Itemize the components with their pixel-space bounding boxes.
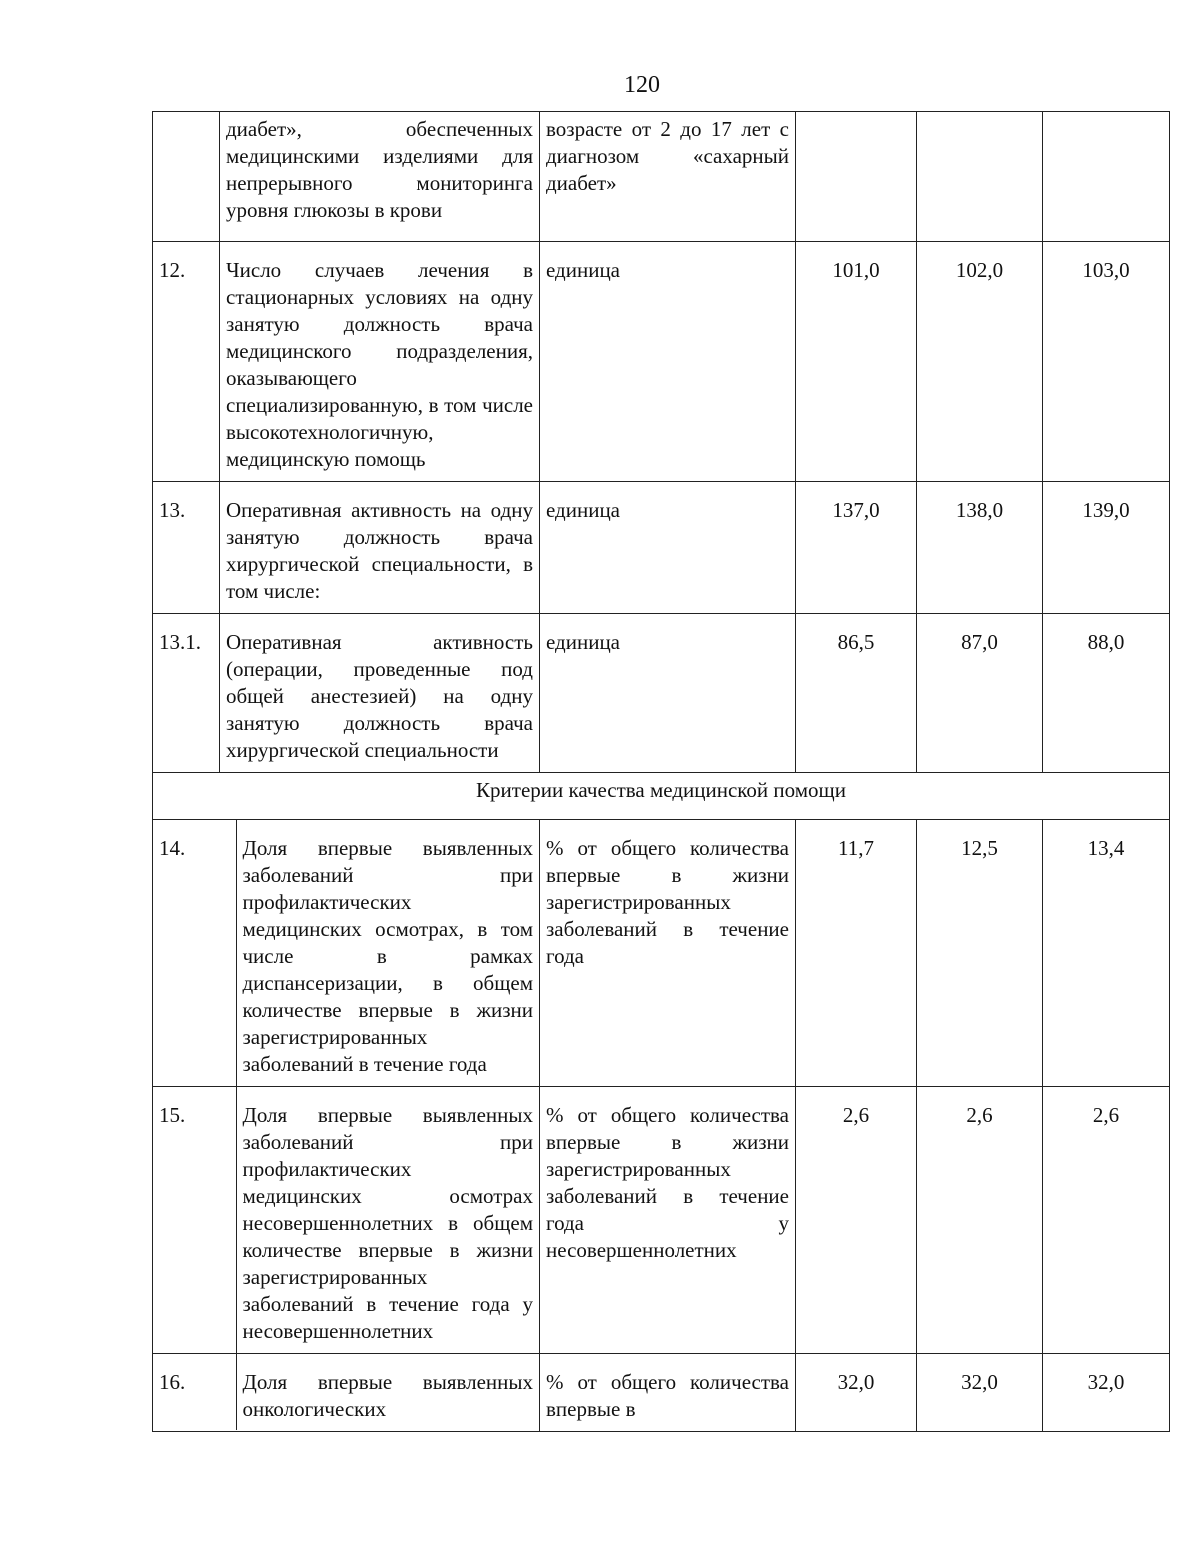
indicator-name: Оперативная активность (операции, проведенные под общей анестезией) на одну занятую должность врача хирургической специальности [220,614,540,773]
criteria-table [152,111,1170,1432]
row-number: 16. [159,1370,186,1394]
value-year-2: 32,0 [917,1354,1043,1432]
value-year-3: 139,0 [1043,482,1170,614]
table-row [153,482,1170,614]
value-year-2: 2,6 [917,1087,1043,1354]
table-row [153,242,1170,482]
unit-of-measure: единица [540,614,796,773]
value-year-2 [917,112,1043,242]
value-year-3: 2,6 [1043,1087,1170,1354]
row-number: 13.1. [153,614,220,773]
unit-of-measure: % от общего количества впервые в жизни зарегистрированных заболеваний в течение года [540,820,796,1087]
unit-of-measure: % от общего количества впервые в жизни зарегистрированных заболеваний в течение года у несовершеннолетних [540,1087,796,1354]
unit-of-measure: возрасте от 2 до 17 лет с диагнозом «сахарный диабет» [540,112,796,242]
value-year-1: 2,6 [796,1087,917,1354]
table-row [153,1087,1170,1354]
section-row [153,773,1170,820]
row-number [153,112,220,242]
table-row [153,820,1170,1087]
value-year-2: 12,5 [917,820,1043,1087]
section-title: Критерии качества медицинской помощи [153,773,1170,820]
table-row [153,1354,1170,1432]
value-year-1: 86,5 [796,614,917,773]
table-row [153,112,1170,242]
unit-of-measure: единица [540,482,796,614]
value-year-3: 103,0 [1043,242,1170,482]
indicator-name: диабет», обеспеченных медицинскими изделиями для непрерывного мониторинга уровня глюкозы в крови [220,112,540,242]
value-year-3: 88,0 [1043,614,1170,773]
unit-of-measure: единица [540,242,796,482]
indicator-name: Оперативная активность на одну занятую должность врача хирургической специальности, в том числе: [220,482,540,614]
value-year-1: 32,0 [796,1354,917,1432]
row-number: 14. [159,836,186,860]
value-year-3 [1043,112,1170,242]
value-year-2: 87,0 [917,614,1043,773]
value-year-3: 13,4 [1043,820,1170,1087]
value-year-1: 101,0 [796,242,917,482]
unit-of-measure: % от общего количества впервые в [540,1354,796,1432]
indicator-name: Доля впервые выявленных заболеваний при профилактических медицинских осмотрах, в том числе в рамках диспансеризации, в общем количестве впервые в жизни зарегистрированных заболеваний в течение года [236,820,539,1086]
value-year-1: 137,0 [796,482,917,614]
value-year-1: 11,7 [796,820,917,1087]
value-year-2: 138,0 [917,482,1043,614]
page-number: 120 [624,72,660,98]
value-year-2: 102,0 [917,242,1043,482]
indicator-name: Доля впервые выявленных заболеваний при профилактических медицинских осмотрах несовершеннолетних в общем количестве впервые в жизни зарегистрированных заболеваний в течение года у несовершеннолетних [236,1087,539,1353]
indicator-name: Число случаев лечения в стационарных условиях на одну занятую должность врача медицинского подразделения, оказывающего специализированную, в том числе высокотехнологичную, медицинскую помощь [220,242,540,482]
table-row [153,614,1170,773]
value-year-3: 32,0 [1043,1354,1170,1432]
indicator-name: Доля впервые выявленных онкологических [236,1354,539,1430]
value-year-1 [796,112,917,242]
row-number: 12. [153,242,220,482]
row-number: 15. [159,1103,186,1127]
row-number: 13. [153,482,220,614]
